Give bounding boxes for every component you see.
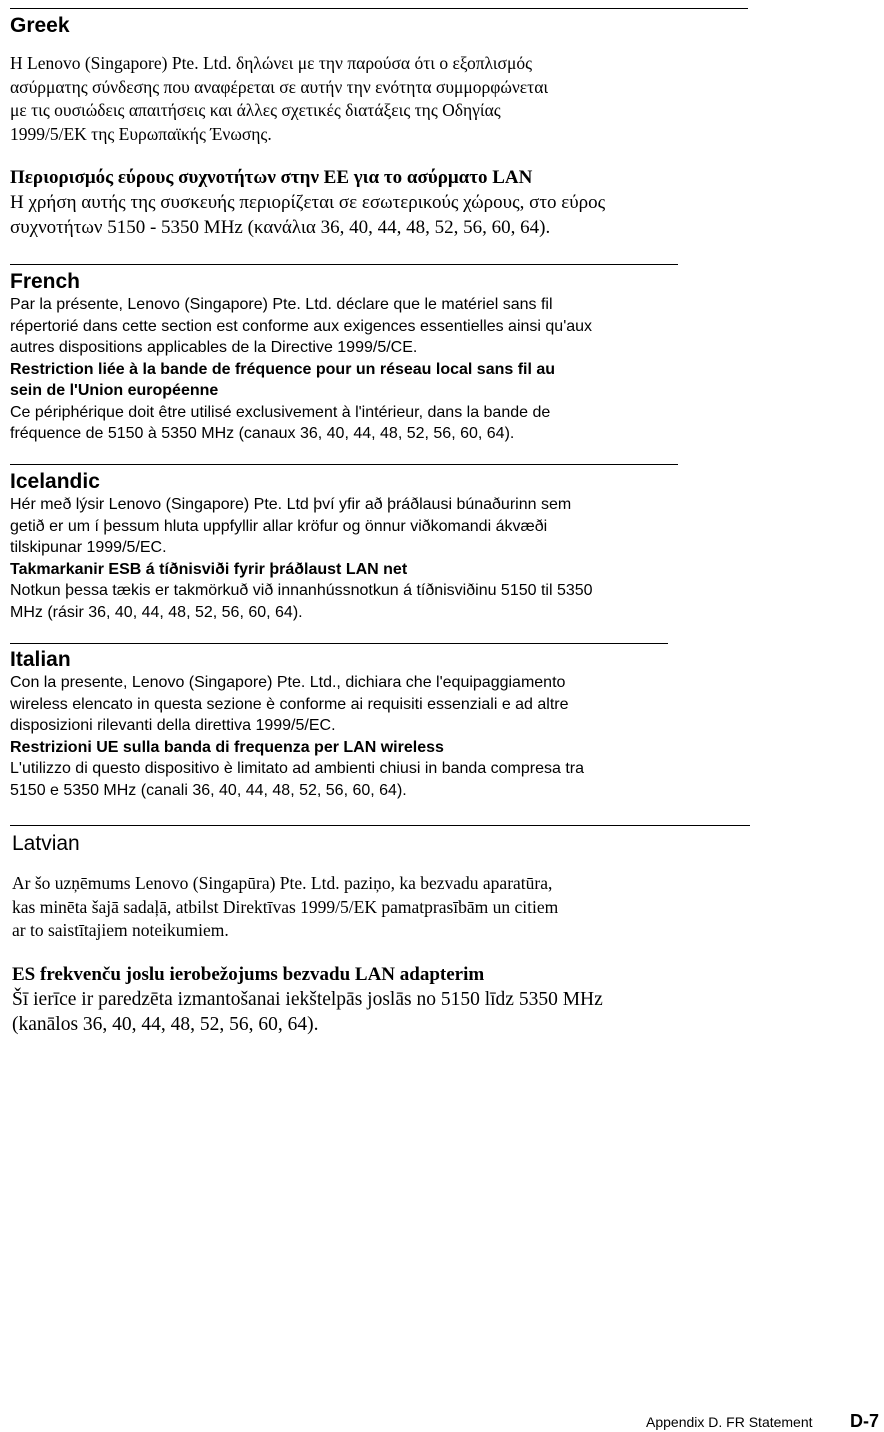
- italian-section: [10, 648, 730, 801]
- latvian-heading: Latvian: [12, 832, 80, 855]
- italian-heading: Italian: [10, 648, 71, 671]
- italian-subheading: Restrizioni UE sulla banda di frequenza per LAN wireless: [10, 738, 444, 756]
- latvian-top-rule: [10, 825, 750, 826]
- french-body: Par la présente, Lenovo (Singapore) Pte. Ltd. déclare que le matériel sans fil répertorié dans cette section est conforme aux exigences essentielles ainsi qu'aux autres dispositions applicables de la Directive 1999/5/CE.: [10, 296, 593, 356]
- french-heading: French: [10, 270, 81, 293]
- latvian-subheading: ES frekvenču joslu ierobežojums bezvadu LAN adapterim: [12, 963, 485, 985]
- greek-top-rule: [10, 8, 748, 9]
- french-top-rule: [10, 264, 678, 265]
- greek-body: Η Lenovo (Singapore) Pte. Ltd. δηλώνει με την παρούσα ότι ο εξοπλισμός ασύρματης σύνδεσης που αναφέρεται σε αυτήν την ενότητα συμμορφώνεται με τις ουσιώδεις απαιτήσεις και άλλες σχετικές διατάξεις της Οδηγίας 1999/5/ΕΚ της Ευρωπαϊκής Ένωσης.: [10, 53, 549, 144]
- icelandic-body: Hér með lýsir Lenovo (Singapore) Pte. Ltd því yfir að þráðlausi búnaðurinn sem getið er um í þessum hluta uppfyllir allar kröfur og önnur viðkomandi ákvæði tilskipunar 1999/5/EC.: [10, 496, 572, 556]
- icelandic-restriction: Notkun þessa tækis er takmörkuð við innanhússnotkun á tíðnisviðinu 5150 til 5350 MHz (rásir 36, 40, 44, 48, 52, 56, 60, 64).: [10, 582, 593, 621]
- icelandic-section: [10, 470, 730, 623]
- greek-restriction: Η χρήση αυτής της συσκευής περιορίζεται σε εσωτερικούς χώρους, στο εύρος συχνοτήτων 5150 - 5350 MHz (κανάλια 36, 40, 44, 48, 52, 56, 60, 64).: [10, 192, 606, 238]
- latvian-restriction: Šī ierīce ir paredzēta izmantošanai iekštelpās joslās no 5150 līdz 5350 MHz (kanālos 36, 40, 44, 48, 52, 56, 60, 64).: [12, 988, 603, 1035]
- greek-section: [10, 14, 750, 240]
- french-section: [10, 270, 730, 445]
- icelandic-subheading: Takmarkanir ESB á tíðnisviði fyrir þráðlaust LAN net: [10, 560, 408, 578]
- italian-restriction: L'utilizzo di questo dispositivo è limitato ad ambienti chiusi in banda compresa tra 5150 e 5350 MHz (canali 36, 40, 44, 48, 52, 56, 60, 64).: [10, 760, 585, 799]
- latvian-body: Ar šo uzņēmums Lenovo (Singapūra) Pte. Ltd. paziņo, ka bezvadu aparatūra, kas minēta šajā sadaļā, atbilst Direktīvas 1999/5/EK pamatprasībām un citiem ar to saistītajiem noteikumiem.: [12, 873, 559, 940]
- italian-top-rule: [10, 643, 668, 644]
- greek-heading: Greek: [10, 14, 70, 37]
- page-number: D-7: [850, 1411, 880, 1431]
- french-restriction: Ce périphérique doit être utilisé exclusivement à l'intérieur, dans la bande de fréquence de 5150 à 5350 MHz (canaux 36, 40, 44, 48, 52, 56, 60, 64).: [10, 403, 551, 442]
- footer-label: Appendix D. FR Statement: [646, 1414, 813, 1430]
- icelandic-heading: Icelandic: [10, 470, 100, 493]
- greek-subheading: Περιορισμός εύρους συχνοτήτων στην ΕΕ για το ασύρματο LAN: [10, 167, 533, 188]
- latvian-section: [12, 832, 752, 1037]
- icelandic-top-rule: [10, 464, 678, 465]
- italian-body: Con la presente, Lenovo (Singapore) Pte. Ltd., dichiara che l'equipaggiamento wireless elencato in questa sezione è conforme ai requisiti essenziali e ad altre disposizioni rilevanti della direttiva 1999/5/EC.: [10, 674, 569, 734]
- french-subheading: Restriction liée à la bande de fréquence pour un réseau local sans fil au sein de l'Union européenne: [10, 360, 556, 399]
